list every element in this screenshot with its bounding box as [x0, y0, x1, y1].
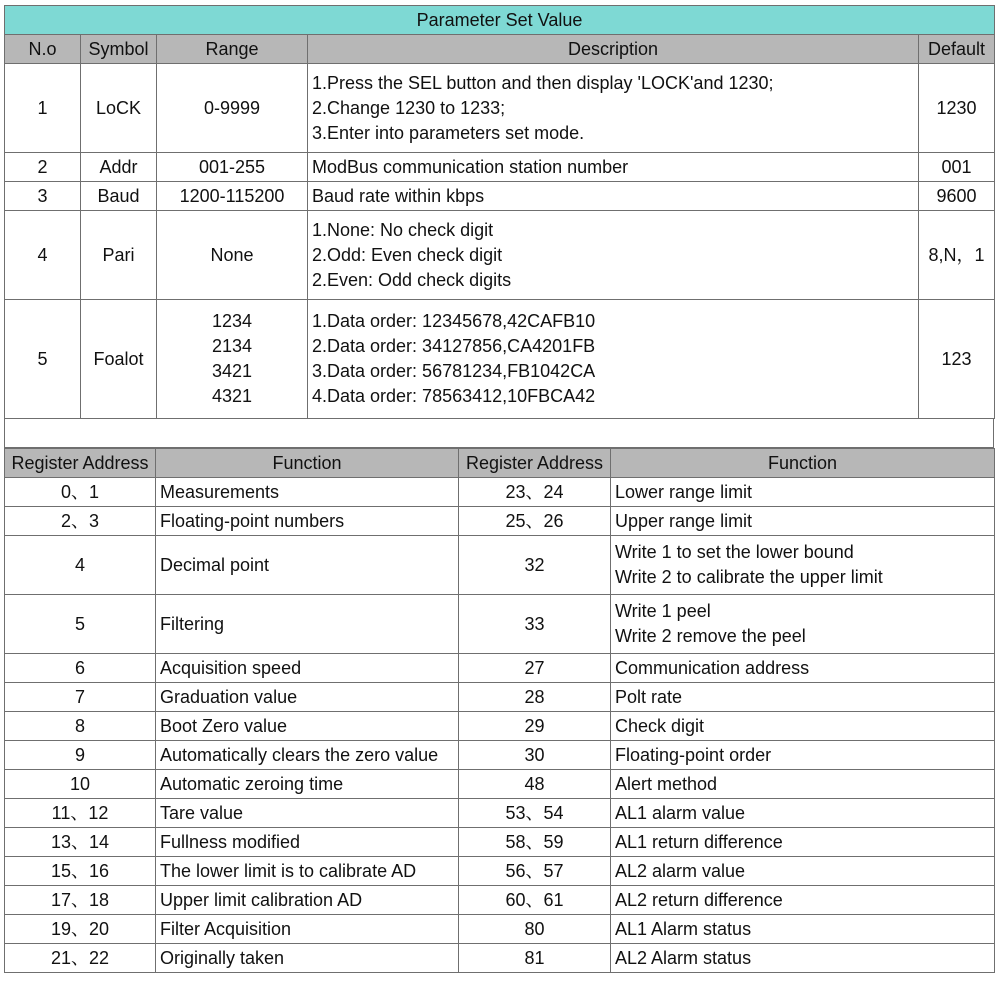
spacer-cell	[5, 419, 994, 448]
param-symbol: Pari	[81, 211, 157, 300]
register-function-line: Polt rate	[615, 686, 683, 707]
header-register-address-2: Register Address	[459, 449, 611, 478]
register-table	[4, 448, 995, 973]
param-description-line: Baud rate within kbps	[312, 185, 485, 206]
register-function-line: Originally taken	[160, 947, 285, 968]
param-range-line: 001-255	[198, 156, 266, 177]
register-function-line: Alert method	[615, 773, 718, 794]
register-function	[156, 507, 459, 536]
parameter-table-title: Parameter Set Value	[5, 6, 995, 35]
register-function	[156, 536, 459, 595]
header-symbol: Symbol	[81, 35, 157, 64]
register-address: 8	[5, 712, 156, 741]
register-function-line: AL1 alarm value	[615, 802, 746, 823]
register-address: 6	[5, 654, 156, 683]
register-address: 25、26	[459, 507, 611, 536]
register-address: 21、22	[5, 944, 156, 973]
register-row	[5, 741, 995, 770]
register-function-line: Boot Zero value	[160, 715, 288, 736]
register-function	[611, 536, 995, 595]
param-range-line: 1234	[211, 311, 253, 331]
parameter-table-title-row	[5, 6, 995, 35]
register-row	[5, 944, 995, 973]
param-symbol: Addr	[81, 153, 157, 182]
param-description	[308, 64, 919, 153]
param-no: 1	[5, 64, 81, 153]
register-function	[156, 478, 459, 507]
register-function-line: Decimal point	[160, 554, 270, 575]
document	[4, 5, 994, 973]
param-no: 4	[5, 211, 81, 300]
param-description-line: 1.None: No check digit	[312, 219, 494, 240]
register-address: 33	[459, 595, 611, 654]
register-row	[5, 770, 995, 799]
header-function-2: Function	[611, 449, 995, 478]
param-range-line: 2134	[211, 336, 253, 356]
param-no: 3	[5, 182, 81, 211]
register-address: 4	[5, 536, 156, 595]
register-function-line: Fullness modified	[160, 831, 301, 852]
register-row	[5, 654, 995, 683]
register-function-line: Write 1 to set the lower bound	[615, 542, 854, 562]
param-range-line: 0-9999	[203, 97, 261, 118]
param-description-line: 2.Change 1230 to 1233;	[312, 97, 506, 118]
register-function-line: AL1 return difference	[615, 831, 783, 852]
register-function-line: Floating-point numbers	[160, 510, 345, 531]
register-address: 27	[459, 654, 611, 683]
register-function-line: Write 2 remove the peel	[615, 626, 806, 646]
param-range	[157, 153, 308, 182]
register-row	[5, 595, 995, 654]
register-function	[611, 828, 995, 857]
register-function-line: Tare value	[160, 802, 244, 823]
register-address: 80	[459, 915, 611, 944]
param-description	[308, 211, 919, 300]
param-description-line: 3.Data order: 56781234,FB1042CA	[312, 361, 596, 381]
register-function	[156, 944, 459, 973]
register-address: 17、18	[5, 886, 156, 915]
register-function-line: Write 1 peel	[615, 601, 711, 621]
register-function	[156, 915, 459, 944]
param-range-line: 1200-115200	[179, 185, 285, 206]
register-function-line: Communication address	[615, 657, 810, 678]
param-description	[308, 300, 919, 419]
parameter-row	[5, 300, 995, 419]
register-address: 23、24	[459, 478, 611, 507]
register-row	[5, 536, 995, 595]
register-row	[5, 683, 995, 712]
header-default: Default	[919, 35, 995, 64]
param-no: 5	[5, 300, 81, 419]
param-range-line: 4321	[211, 386, 253, 406]
register-row	[5, 857, 995, 886]
register-address: 0、1	[5, 478, 156, 507]
register-function-line: Measurements	[160, 481, 280, 502]
spacer-table	[4, 419, 994, 448]
register-function-line: Filter Acquisition	[160, 918, 292, 939]
param-description	[308, 153, 919, 182]
register-function	[611, 944, 995, 973]
register-function	[611, 712, 995, 741]
register-function-line: AL1 Alarm status	[615, 918, 752, 939]
header-range: Range	[157, 35, 308, 64]
param-range	[157, 211, 308, 300]
register-function-line: Filtering	[160, 613, 225, 634]
param-symbol: Foalot	[81, 300, 157, 419]
register-address: 9	[5, 741, 156, 770]
register-function-line: Acquisition speed	[160, 657, 302, 678]
register-address: 7	[5, 683, 156, 712]
register-function-line: Lower range limit	[615, 481, 753, 502]
register-address: 81	[459, 944, 611, 973]
register-row	[5, 886, 995, 915]
register-address: 60、61	[459, 886, 611, 915]
register-function-line: Graduation value	[160, 686, 298, 707]
param-description-line: 2.Odd: Even check digit	[312, 244, 503, 265]
param-description-line: 1.Press the SEL button and then display 'LOCK'and 1230;	[312, 72, 774, 93]
register-row	[5, 478, 995, 507]
register-function-line: Automatically clears the zero value	[160, 744, 439, 765]
register-function	[611, 741, 995, 770]
register-address: 11、12	[5, 799, 156, 828]
register-function	[611, 857, 995, 886]
param-description-line: 3.Enter into parameters set mode.	[312, 122, 585, 143]
register-function-line: Check digit	[615, 715, 705, 736]
register-function-line: AL2 return difference	[615, 889, 783, 910]
param-symbol: LoCK	[81, 64, 157, 153]
param-default: 1230	[919, 64, 995, 153]
register-function	[611, 770, 995, 799]
param-default: 9600	[919, 182, 995, 211]
header-function-1: Function	[156, 449, 459, 478]
param-no: 2	[5, 153, 81, 182]
register-function	[611, 654, 995, 683]
param-range	[157, 64, 308, 153]
parameter-row	[5, 211, 995, 300]
register-function	[611, 915, 995, 944]
register-function	[611, 478, 995, 507]
register-address: 29	[459, 712, 611, 741]
spacer-row	[5, 419, 994, 448]
register-row	[5, 799, 995, 828]
register-function	[156, 595, 459, 654]
param-description-line: 1.Data order: 12345678,42CAFB10	[312, 311, 596, 331]
parameter-table-header-row	[5, 35, 995, 64]
header-description: Description	[308, 35, 919, 64]
param-description-line: 4.Data order: 78563412,10FBCA42	[312, 386, 596, 406]
register-address: 5	[5, 595, 156, 654]
register-function-line: Upper range limit	[615, 510, 753, 531]
register-address: 28	[459, 683, 611, 712]
parameter-row	[5, 153, 995, 182]
parameter-row	[5, 182, 995, 211]
register-address: 19、20	[5, 915, 156, 944]
register-function-line: Automatic zeroing time	[160, 773, 344, 794]
register-function	[611, 683, 995, 712]
register-function-line: Write 2 to calibrate the upper limit	[615, 567, 883, 587]
parameter-table	[4, 5, 995, 419]
register-function	[156, 741, 459, 770]
register-function	[611, 507, 995, 536]
register-address: 53、54	[459, 799, 611, 828]
param-range-line: None	[210, 244, 254, 265]
register-function	[156, 712, 459, 741]
param-range	[157, 182, 308, 211]
param-description-line: ModBus communication station number	[312, 156, 629, 177]
param-default: 123	[919, 300, 995, 419]
register-function-line: AL2 alarm value	[615, 860, 746, 881]
param-symbol: Baud	[81, 182, 157, 211]
register-address: 15、16	[5, 857, 156, 886]
register-function	[156, 654, 459, 683]
register-function	[156, 828, 459, 857]
register-row	[5, 915, 995, 944]
param-default: 001	[919, 153, 995, 182]
register-row	[5, 828, 995, 857]
register-function	[156, 683, 459, 712]
parameter-row	[5, 64, 995, 153]
register-function	[611, 799, 995, 828]
register-address: 13、14	[5, 828, 156, 857]
param-description-line: 2.Even: Odd check digits	[312, 269, 512, 290]
param-range	[157, 300, 308, 419]
param-description-line: 2.Data order: 34127856,CA4201FB	[312, 336, 596, 356]
register-function	[156, 770, 459, 799]
register-row	[5, 507, 995, 536]
register-address: 30	[459, 741, 611, 770]
param-range-line: 3421	[211, 361, 253, 381]
header-no: N.o	[5, 35, 81, 64]
register-function	[611, 595, 995, 654]
register-function	[611, 886, 995, 915]
register-function-line: AL2 Alarm status	[615, 947, 752, 968]
param-description	[308, 182, 919, 211]
register-address: 32	[459, 536, 611, 595]
register-function	[156, 799, 459, 828]
param-default: 8,N，1	[919, 211, 995, 300]
register-address: 48	[459, 770, 611, 799]
register-function-line: The lower limit is to calibrate AD	[160, 860, 417, 881]
register-address: 2、3	[5, 507, 156, 536]
register-function-line: Floating-point order	[615, 744, 772, 765]
register-function	[156, 857, 459, 886]
register-row	[5, 712, 995, 741]
register-address: 10	[5, 770, 156, 799]
register-address: 56、57	[459, 857, 611, 886]
register-function-line: Upper limit calibration AD	[160, 889, 363, 910]
register-address: 58、59	[459, 828, 611, 857]
register-table-header-row	[5, 449, 995, 478]
header-register-address-1: Register Address	[5, 449, 156, 478]
register-function	[156, 886, 459, 915]
